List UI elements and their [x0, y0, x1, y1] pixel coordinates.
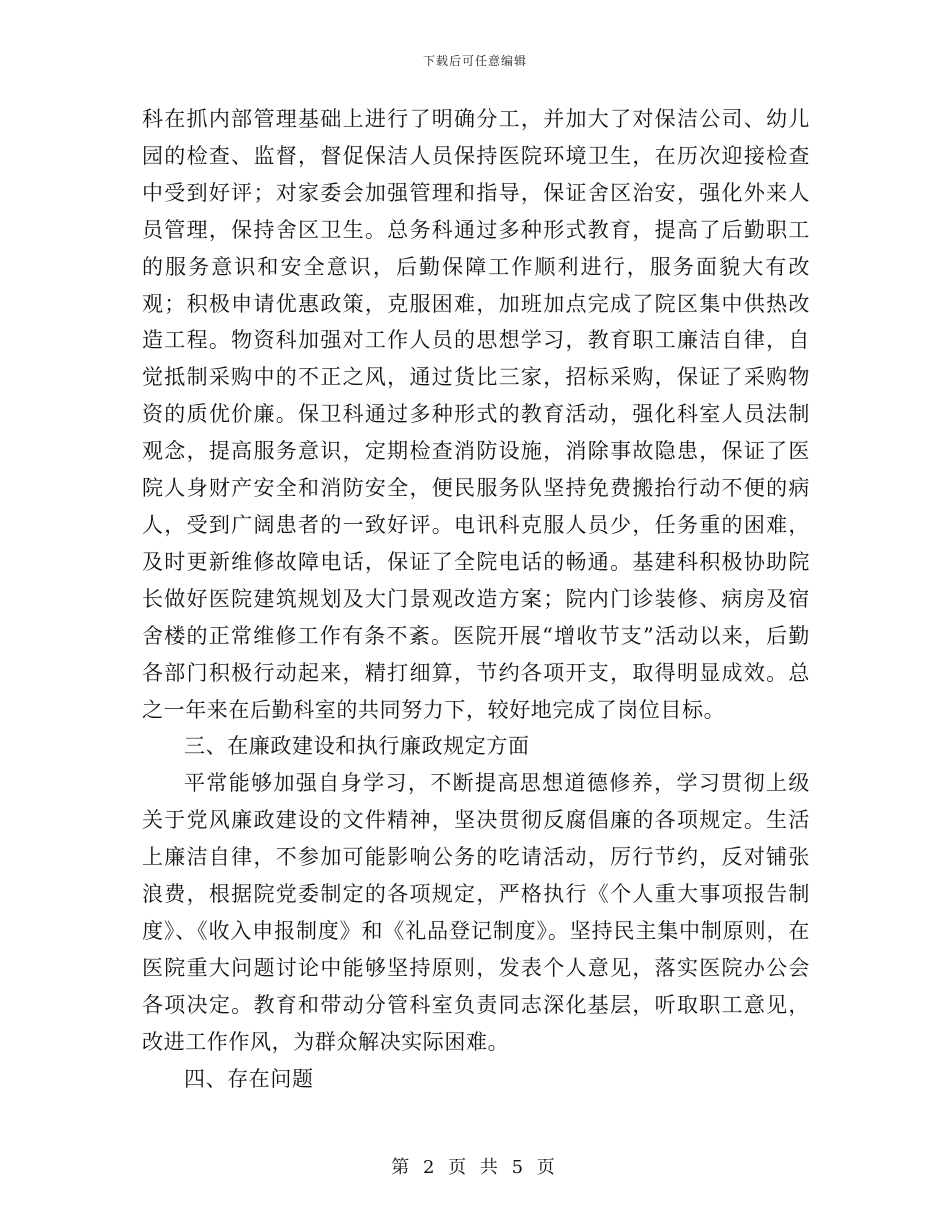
- paragraph-integrity: 平常能够加强自身学习，不断提高思想道德修养，学习贯彻上级关于党风廉政建设的文件精神，坚决贯彻反腐倡廉的各项规定。生活上廉洁自律，不参加可能影响公务的吃请活动，厉行节约，反对铺张浪费，根据院党委制定的各项规定，严格执行《个人重大事项报告制度》、《收入申报制度》和《礼品登记制度》。坚持民主集中制原则，在医院重大问题讨论中能够坚持原则，发表个人意见，落实医院办公会各项决定。教育和带动分管科室负责同志深化基层，听取职工意见，改进工作作风，为群众解决实际困难。: [142, 771, 810, 1054]
- page-number-footer: 第 2 页 共 5 页: [391, 1157, 559, 1178]
- section-heading-problems: 四、存在问题: [184, 1066, 314, 1091]
- document-body: [142, 101, 810, 1097]
- section-heading-integrity: 三、在廉政建设和执行廉政规定方面: [184, 734, 530, 759]
- paragraph-logistics-summary: 科在抓内部管理基础上进行了明确分工，并加大了对保洁公司、幼儿园的检查、监督，督促保洁人员保持医院环境卫生，在历次迎接检查中受到好评；对家委会加强管理和指导，保证舍区治安，强化外来人员管理，保持舍区卫生。总务科通过多种形式教育，提高了后勤职工的服务意识和安全意识，后勤保障工作顺利进行，服务面貌大有改观；积极申请优惠政策，克服困难，加班加点完成了院区集中供热改造工程。物资科加强对工作人员的思想学习，教育职工廉洁自律，自觉抵制采购中的不正之风，通过货比三家，招标采购，保证了采购物资的质优价廉。保卫科通过多种形式的教育活动，强化科室人员法制观念，提高服务意识，定期检查消防设施，消除事故隐患，保证了医院人身财产安全和消防安全，便民服务队坚持免费搬抬行动不便的病人，受到广阔患者的一致好评。电讯科克服人员少，任务重的困难，及时更新维修故障电话，保证了全院电话的畅通。基建科积极协助院长做好医院建筑规划及大门景观改造方案；院内门诊装修、病房及宿舍楼的正常维修工作有条不紊。医院开展“增收节支”活动以来，后勤各部门积极行动起来，精打细算，节约各项开支，取得明显成效。总之一年来在后勤科室的共同努力下，较好地完成了岗位目标。: [142, 107, 810, 722]
- page-header: 下载后可任意编辑: [422, 54, 527, 68]
